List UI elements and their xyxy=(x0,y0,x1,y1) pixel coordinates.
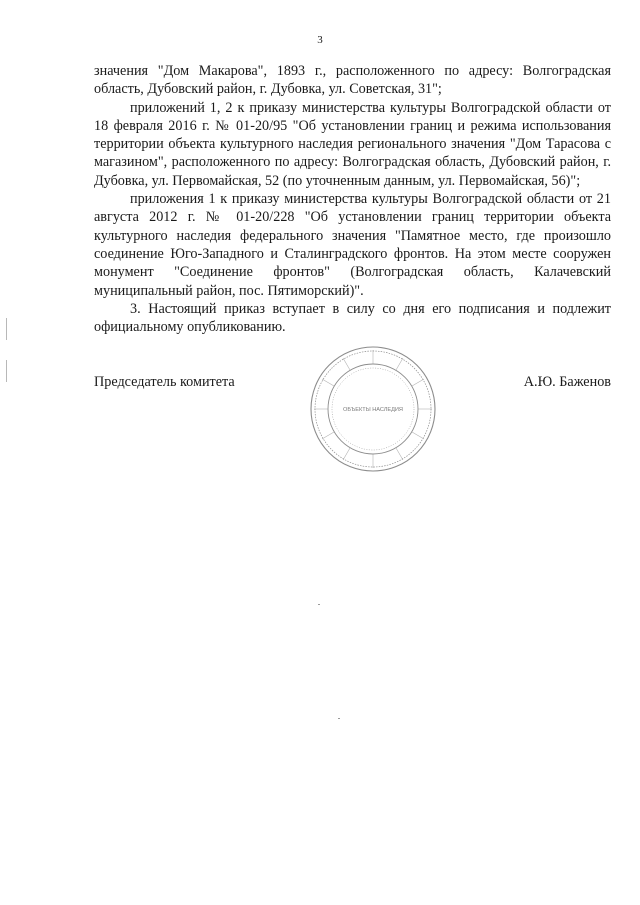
paragraph-continuation: значения "Дом Макарова", 1893 г., расположенного по адресу: Волгоградская область, Дубовский район, г. Дубовка, ул. Советская, 31"; xyxy=(94,63,611,98)
signatory-title: Председатель комитета xyxy=(94,374,235,390)
scan-dust-mark xyxy=(318,604,320,605)
paragraph-effective-date: 3. Настоящий приказ вступает в силу со дня его подписания и подлежит официальному опубликованию. xyxy=(94,300,611,336)
page-number: 3 xyxy=(317,34,323,46)
signatory-name: А.Ю. Баженов xyxy=(523,374,611,390)
signature-block xyxy=(94,374,611,394)
paragraph-appendix-pamyatnoe-mesto: приложения 1 к приказу министерства культуры Волгоградской области от 21 августа 2012 г. № 01-20/228 "Об установлении границ территории объекта культурного наследия федерального значения "Памятное место, где произошло соединение Юго-Западного и Сталинградского фронтов. На этом месте сооружен монумент "Соединение фронтов" (Волгоградская область, Калачевский муниципальный район, пос. Пятиморский)". xyxy=(94,191,611,299)
official-stamp xyxy=(308,344,438,474)
stamp-inner-text: ОБЪЕКТЫ НАСЛЕДИЯ xyxy=(343,407,403,413)
document-body xyxy=(94,62,611,336)
scan-margin-mark xyxy=(6,360,7,382)
scan-dust-mark xyxy=(338,718,340,719)
paragraph-appendix-dom-tarasova: приложений 1, 2 к приказу министерства культуры Волгоградской области от 18 февраля 2016 г. № 01-20/95 "Об установлении границ и режима использования территории объекта культурного наследия регионального значения "Дом Тарасова с магазином", расположенного по адресу: Волгоградская область, Дубовский район, г. Дубовка, ул. Первомайская, 52 (по уточненным данным, ул. Первомайская, 56)"; xyxy=(94,99,611,189)
scan-margin-mark xyxy=(6,318,7,340)
